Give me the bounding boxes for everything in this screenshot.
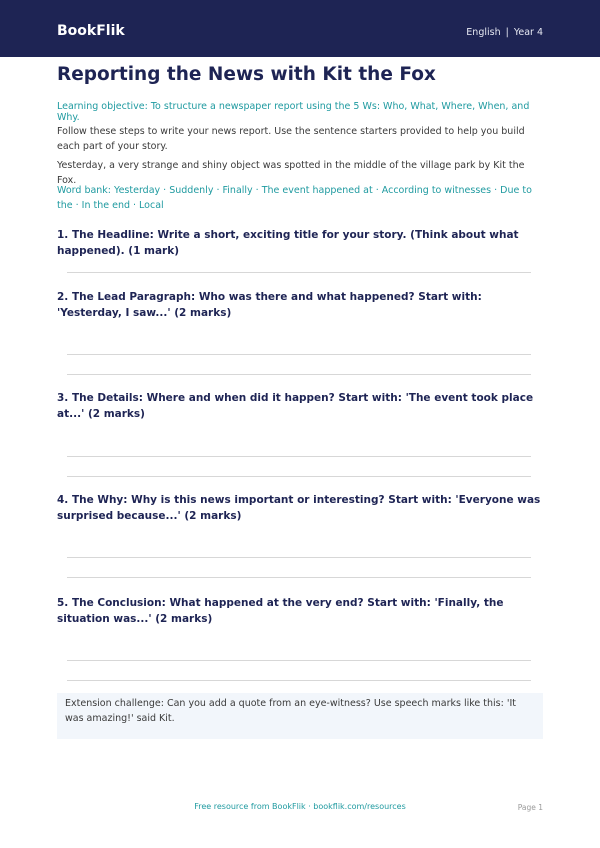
footer-credit[interactable]: Free resource from BookFlik · bookflik.com/resources [194, 802, 406, 811]
meta-separator: | [505, 27, 509, 38]
header-meta [466, 27, 543, 38]
answer-line[interactable] [67, 660, 531, 661]
page-number: Page 1 [517, 803, 543, 812]
word-bank: Word bank: Yesterday · Suddenly · Finally · The event happened at · According to witnesses · Due to the · In the end · Local [57, 185, 532, 211]
worksheet-title: Reporting the News with Kit the Fox [57, 64, 436, 85]
learning-objective: Learning objective: To structure a newspaper report using the 5 Ws: Who, What, Where, When, and Why. [57, 101, 530, 123]
header-bar [0, 0, 600, 57]
question-1: 1. The Headline: Write a short, exciting title for your story. (Think about what happened). (1 mark) [57, 229, 519, 257]
scenario-text: Yesterday, a very strange and shiny object was spotted in the middle of the village park by Kit the Fox. [57, 160, 525, 186]
answer-line[interactable] [67, 577, 531, 578]
answer-line[interactable] [67, 476, 531, 477]
question-2: 2. The Lead Paragraph: Who was there and what happened? Start with: 'Yesterday, I saw...' (2 marks) [57, 291, 482, 319]
subject-label: English [466, 27, 501, 38]
question-3: 3. The Details: Where and when did it happen? Start with: 'The event took place at...' (2 marks) [57, 392, 534, 420]
answer-line[interactable] [67, 456, 531, 457]
brand-logo: BookFlik [57, 23, 125, 39]
answer-line[interactable] [67, 354, 531, 355]
extension-challenge: Extension challenge: Can you add a quote from an eye-witness? Use speech marks like this: 'It was amazing!' said Kit. [57, 693, 543, 739]
answer-line[interactable] [67, 680, 531, 681]
answer-line[interactable] [67, 272, 531, 273]
question-5: 5. The Conclusion: What happened at the very end? Start with: 'Finally, the situation was...' (2 marks) [57, 597, 504, 625]
year-label: Year 4 [513, 27, 543, 38]
answer-line[interactable] [67, 374, 531, 375]
answer-line[interactable] [67, 557, 531, 558]
instructions-text: Follow these steps to write your news report. Use the sentence starters provided to help you build each part of your story. [57, 126, 525, 152]
question-4: 4. The Why: Why is this news important or interesting? Start with: 'Everyone was surprised because...' (2 marks) [57, 494, 541, 522]
